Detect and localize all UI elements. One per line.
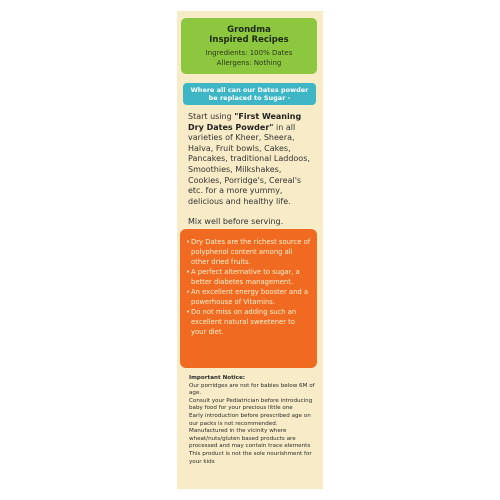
bullet-icon: • [186,288,191,296]
question-box [183,83,316,105]
allergens-text: Allergens: Nothing [216,59,282,67]
recipes-box [181,18,317,74]
notice-line: Consult your Pediatrician before introducing baby food for your precious little one [189,397,313,412]
notice-line: Manufactured in the vicinity where wheat/nuts/gluten based products are processed and may contain trace elements [189,428,311,450]
recipes-title-line1: Grondma [227,25,271,35]
benefit-text: A perfect alternative to sugar, a better diabetes management. [191,268,300,286]
bullet-icon: • [186,308,191,316]
ingredients-text: Ingredients: 100% Dates [205,49,293,57]
benefit-item [186,267,311,287]
recipes-title-line2: Inspired Recipes [209,35,289,45]
benefits-box [180,229,317,368]
bullet-icon: • [186,268,191,276]
notice-heading: Important Notice: [189,375,246,381]
important-notice [189,375,317,466]
benefit-item [186,237,311,267]
benefit-text: Do not miss on adding such an excellent natural sweetener to your diet. [191,308,297,336]
usage-intro: Start using [188,112,235,121]
benefit-text: An excellent energy booster and a powerhouse of Vitamins. [191,288,309,306]
usage-product-name: "First Weaning Dry Dates Powder" [188,112,302,132]
notice-line: Early introduction before prescribed age on our packs is not recommended. [189,412,311,427]
mix-instruction: Mix well before serving. [188,217,284,227]
benefit-item [186,287,311,307]
bullet-icon: • [186,238,191,246]
benefit-text: Dry Dates are the richest source of polyphenol content among all other dried fruits. [191,238,311,266]
benefit-item [186,307,311,337]
recipes-title [181,25,317,45]
question-line1: Where all can our Dates powder [190,86,309,94]
notice-line: This product is not the sole nourishment for your kids [189,450,312,465]
usage-text [188,112,314,228]
usage-paragraph [188,112,314,207]
notice-line: Our porridges are not for babies below 6M of age. [189,382,315,397]
usage-rest: in all varieties of Kheer, Sheera, Halva, Fruit bowls, Cakes, Pancakes, traditional Laddoos, Smoothies, Milkshakes, Cookies, Porridge's, Cereal's etc. for a more yummy, delicious and healthy life. [188,122,310,206]
question-line2: be replaced to Sugar - [208,94,291,102]
